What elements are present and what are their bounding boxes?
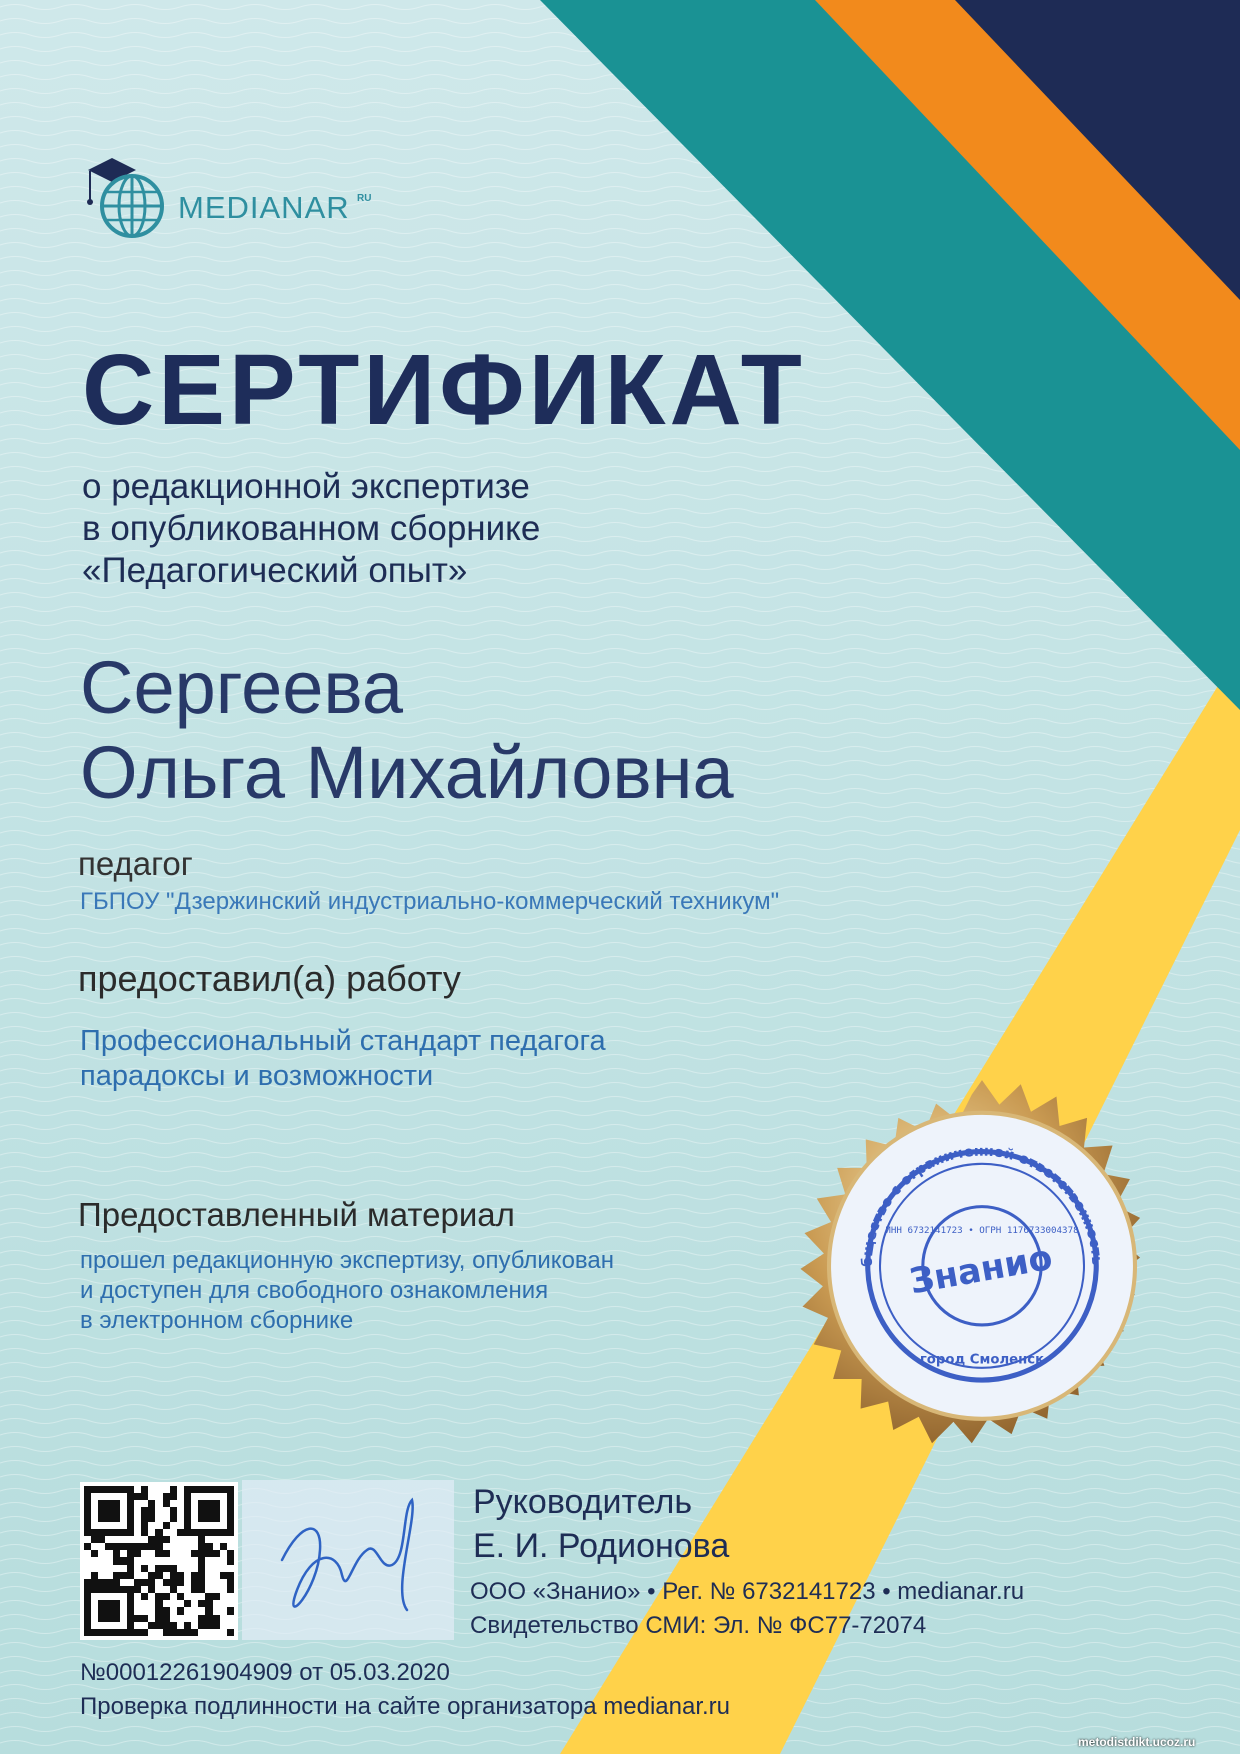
director-name: Е. И. Родионова bbox=[473, 1527, 730, 1565]
director-block bbox=[473, 1480, 729, 1568]
verification-qr-code[interactable] bbox=[80, 1482, 238, 1640]
seal-inner-text: ИНН 6732141723 • ОГРН 1176733004378 bbox=[885, 1225, 1079, 1237]
material-description bbox=[80, 1246, 614, 1336]
director-title: Руководитель bbox=[473, 1483, 693, 1521]
certificate-title: СЕРТИФИКАТ bbox=[82, 334, 806, 446]
certificate-number-block bbox=[80, 1656, 730, 1724]
brand-suffix: RU bbox=[357, 193, 372, 204]
work-title-line: парадоксы и возможности bbox=[80, 1060, 434, 1092]
media-registration: Свидетельство СМИ: Эл. № ФС77-72074 bbox=[470, 1612, 927, 1639]
material-heading: Предоставленный материал bbox=[78, 1196, 515, 1233]
director-signature bbox=[242, 1480, 454, 1640]
recipient-organization: ГБПОУ "Дзержинский индустриально-коммерческий техникум" bbox=[80, 888, 780, 915]
seal-center-text: Знанио bbox=[906, 1237, 1056, 1303]
certificate-subtitle bbox=[82, 466, 540, 592]
recipient-given-names: Ольга Михайловна bbox=[80, 731, 734, 814]
subtitle-line: «Педагогический опыт» bbox=[82, 551, 468, 590]
company-seal bbox=[778, 1072, 1186, 1480]
seal-ring-text: бщество с ограниченной ответственность bbox=[859, 1143, 1105, 1268]
material-line: в электронном сборнике bbox=[80, 1307, 354, 1334]
company-registration: ООО «Знанио» • Рег. № 6732141723 • medianar.ru bbox=[470, 1578, 1025, 1605]
recipient-name bbox=[80, 645, 734, 815]
subtitle-line: о редакционной экспертизе bbox=[82, 467, 530, 506]
graduation-cap-globe-icon bbox=[80, 150, 180, 250]
work-title bbox=[80, 1024, 606, 1094]
recipient-role: педагог bbox=[78, 845, 193, 882]
material-line: и доступен для свободного ознакомления bbox=[80, 1277, 549, 1304]
verification-note: Проверка подлинности на сайте организатора medianar.ru bbox=[80, 1693, 731, 1720]
recipient-surname: Сергеева bbox=[80, 646, 404, 729]
subtitle-line: в опубликованном сборнике bbox=[82, 509, 541, 548]
provided-label: предоставил(а) работу bbox=[78, 958, 461, 999]
seal-city-text: город Смоленск bbox=[919, 1352, 1045, 1368]
material-line: прошел редакционную экспертизу, опубликован bbox=[80, 1247, 614, 1274]
work-title-line: Профессиональный стандарт педагога bbox=[80, 1025, 606, 1057]
brand-name: MEDIANAR bbox=[178, 190, 350, 225]
certificate-number: №00012261904909 от 05.03.2020 bbox=[80, 1659, 450, 1686]
site-watermark: metodistdikt.ucoz.ru bbox=[1078, 1735, 1196, 1749]
company-info bbox=[470, 1575, 1024, 1643]
